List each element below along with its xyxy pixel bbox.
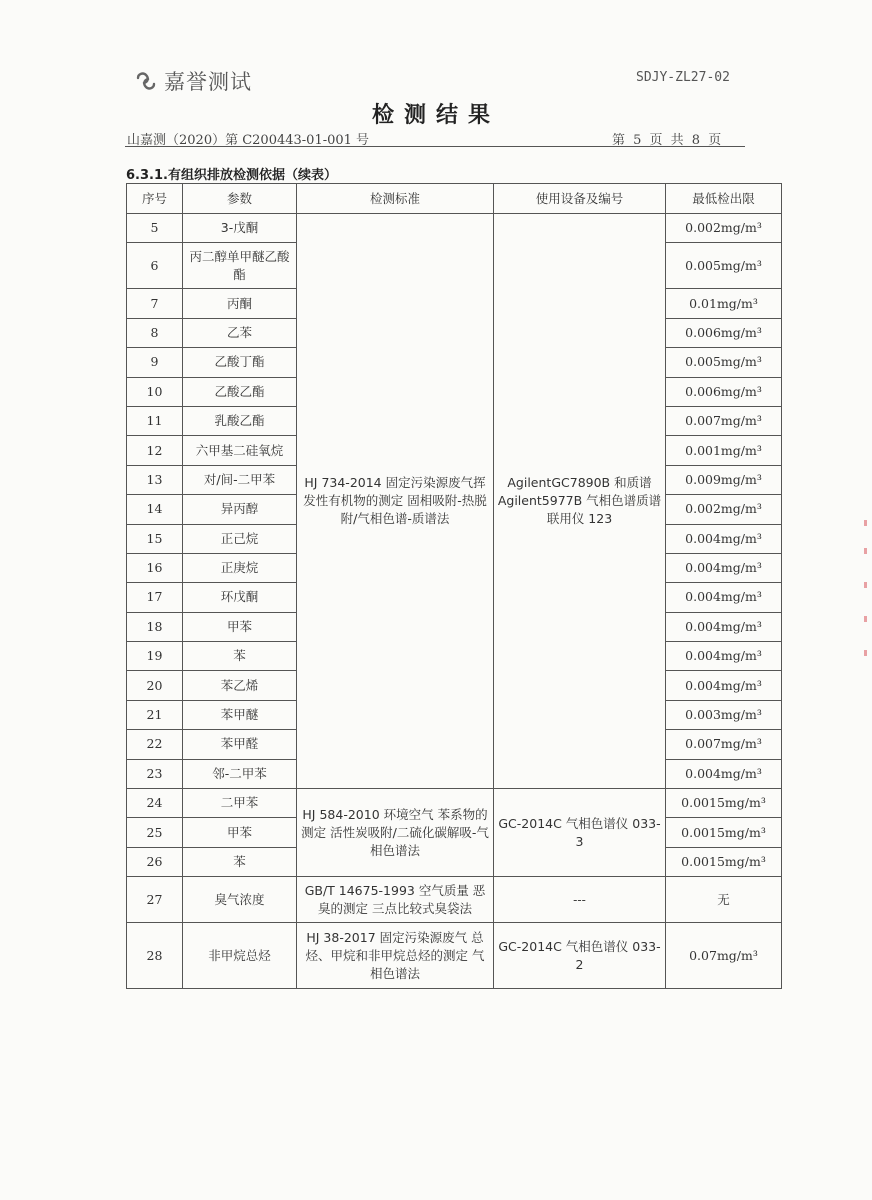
- header-divider: [125, 146, 745, 147]
- section-title: 6.3.1.有组织排放检测依据（续表）: [126, 168, 337, 183]
- row-param: 乙酸丁酯: [183, 348, 297, 377]
- row-limit: 0.0015mg/m³: [666, 818, 782, 847]
- row-param: 苯甲醛: [183, 730, 297, 759]
- row-param: 苯甲醚: [183, 700, 297, 729]
- row-no: 14: [127, 495, 183, 524]
- row-limit: 0.004mg/m³: [666, 612, 782, 641]
- row-param: 正庚烷: [183, 553, 297, 582]
- row-limit: 0.009mg/m³: [666, 465, 782, 494]
- row-param: 环戊酮: [183, 583, 297, 612]
- table-row: [127, 923, 782, 989]
- row-standard: HJ 38-2017 固定污染源废气 总烃、甲烷和非甲烷总烃的测定 气相色谱法: [297, 923, 494, 989]
- row-limit: 0.002mg/m³: [666, 214, 782, 243]
- row-param: 苯: [183, 642, 297, 671]
- row-limit: 0.006mg/m³: [666, 377, 782, 406]
- row-param: 异丙醇: [183, 495, 297, 524]
- row-no: 27: [127, 877, 183, 923]
- row-no: 18: [127, 612, 183, 641]
- row-no: 22: [127, 730, 183, 759]
- row-param: 3-戊酮: [183, 214, 297, 243]
- row-no: 25: [127, 818, 183, 847]
- group2-standard: HJ 584-2010 环境空气 苯系物的测定 活性炭吸附/二硫化碳解吸-气相色谱法: [297, 789, 494, 877]
- row-param: 臭气浓度: [183, 877, 297, 923]
- row-param: 丙二醇单甲醚乙酸酯: [183, 243, 297, 289]
- group2-equipment: GC-2014C 气相色谱仪 033-3: [494, 789, 666, 877]
- row-param: 乙酸乙酯: [183, 377, 297, 406]
- row-param: 丙酮: [183, 289, 297, 318]
- row-no: 10: [127, 377, 183, 406]
- row-limit: 0.01mg/m³: [666, 289, 782, 318]
- seal-edge-mark: [864, 520, 870, 660]
- row-limit: 0.007mg/m³: [666, 730, 782, 759]
- row-param: 正己烷: [183, 524, 297, 553]
- logo-text: 嘉誉测试: [164, 70, 252, 94]
- row-param: 苯乙烯: [183, 671, 297, 700]
- col-header-equipment: 使用设备及编号: [494, 184, 666, 214]
- row-limit: 0.001mg/m³: [666, 436, 782, 465]
- row-equipment: ---: [494, 877, 666, 923]
- row-param: 甲苯: [183, 612, 297, 641]
- row-no: 20: [127, 671, 183, 700]
- col-header-standard: 检测标准: [297, 184, 494, 214]
- row-limit: 0.004mg/m³: [666, 671, 782, 700]
- row-no: 15: [127, 524, 183, 553]
- col-header-no: 序号: [127, 184, 183, 214]
- row-no: 6: [127, 243, 183, 289]
- row-no: 13: [127, 465, 183, 494]
- col-header-param: 参数: [183, 184, 297, 214]
- row-no: 19: [127, 642, 183, 671]
- row-no: 5: [127, 214, 183, 243]
- row-no: 12: [127, 436, 183, 465]
- page-number: 第 5 页 共 8 页: [612, 133, 722, 148]
- row-no: 17: [127, 583, 183, 612]
- detection-basis-table: [126, 183, 782, 989]
- row-no: 8: [127, 318, 183, 347]
- report-number: 山嘉测（2020）第 C200443-01-001 号: [127, 133, 370, 148]
- row-standard: GB/T 14675-1993 空气质量 恶臭的测定 三点比较式臭袋法: [297, 877, 494, 923]
- row-limit: 0.004mg/m³: [666, 642, 782, 671]
- row-limit: 0.0015mg/m³: [666, 847, 782, 876]
- group1-equipment: AgilentGC7890B 和质谱 Agilent5977B 气相色谱质谱联用仪 123: [494, 214, 666, 789]
- col-header-limit: 最低检出限: [666, 184, 782, 214]
- page-title: 检测结果: [371, 103, 500, 128]
- row-param: 乳酸乙酯: [183, 406, 297, 435]
- row-limit: 0.004mg/m³: [666, 583, 782, 612]
- row-param: 对/间-二甲苯: [183, 465, 297, 494]
- row-no: 11: [127, 406, 183, 435]
- group1-standard: HJ 734-2014 固定污染源废气挥发性有机物的测定 固相吸附-热脱附/气相色谱-质谱法: [297, 214, 494, 789]
- logo-icon: [134, 69, 158, 93]
- row-limit: 0.004mg/m³: [666, 524, 782, 553]
- table-row: [127, 214, 782, 243]
- row-limit: 0.003mg/m³: [666, 700, 782, 729]
- document-code: SDJY-ZL27-02: [636, 70, 730, 85]
- row-limit: 0.004mg/m³: [666, 553, 782, 582]
- row-limit: 0.07mg/m³: [666, 923, 782, 989]
- row-no: 16: [127, 553, 183, 582]
- row-limit: 0.006mg/m³: [666, 318, 782, 347]
- row-param: 邻-二甲苯: [183, 759, 297, 788]
- row-param: 苯: [183, 847, 297, 876]
- row-no: 28: [127, 923, 183, 989]
- row-limit: 0.005mg/m³: [666, 243, 782, 289]
- row-limit: 0.007mg/m³: [666, 406, 782, 435]
- row-no: 9: [127, 348, 183, 377]
- row-param: 二甲苯: [183, 789, 297, 818]
- row-param: 六甲基二硅氧烷: [183, 436, 297, 465]
- row-limit: 0.004mg/m³: [666, 759, 782, 788]
- table-header-row: [127, 184, 782, 214]
- row-no: 23: [127, 759, 183, 788]
- row-no: 24: [127, 789, 183, 818]
- row-equipment: GC-2014C 气相色谱仪 033-2: [494, 923, 666, 989]
- company-logo: [134, 66, 252, 96]
- table-row: [127, 789, 782, 818]
- row-limit: 0.002mg/m³: [666, 495, 782, 524]
- row-no: 21: [127, 700, 183, 729]
- table-row: [127, 877, 782, 923]
- row-no: 26: [127, 847, 183, 876]
- row-limit: 无: [666, 877, 782, 923]
- row-no: 7: [127, 289, 183, 318]
- row-param: 非甲烷总烃: [183, 923, 297, 989]
- row-param: 甲苯: [183, 818, 297, 847]
- row-param: 乙苯: [183, 318, 297, 347]
- row-limit: 0.005mg/m³: [666, 348, 782, 377]
- row-limit: 0.0015mg/m³: [666, 789, 782, 818]
